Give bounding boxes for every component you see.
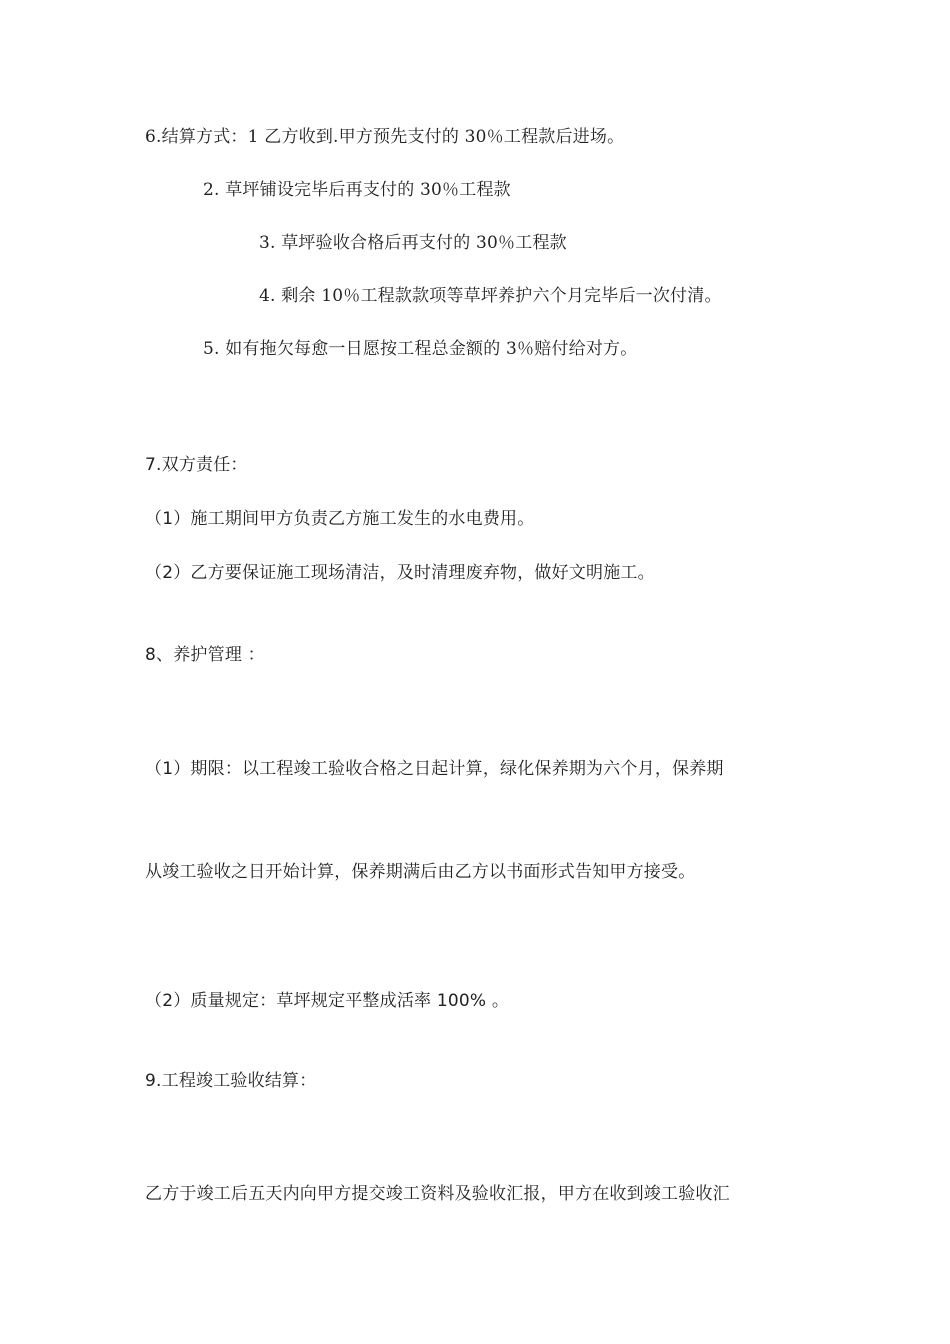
section7-heading: 7.双方责任：: [145, 455, 248, 475]
section6-item-4: 4. 剩余 10％工程款款项等草坪养护六个月完毕后一次付清。: [259, 286, 722, 306]
section9-paragraph-line-1: 乙方于竣工后五天内向甲方提交竣工资料及验收汇报，甲方在收到竣工验收汇: [145, 1184, 730, 1204]
section9-heading: 9.工程竣工验收结算：: [145, 1071, 317, 1091]
section6-heading: 6.结算方式：1 乙方收到.甲方预先支付的 30％工程款后进场。: [145, 127, 625, 147]
section8-item-1-line-1: （1）期限：以工程竣工验收合格之日起计算，绿化保养期为六个月，保养期: [145, 759, 724, 779]
section6-item-2: 2. 草坪铺设完毕后再支付的 30％工程款: [203, 180, 511, 200]
section8-item-2: （2）质量规定：草坪规定平整成活率 100% 。: [145, 991, 510, 1011]
section8-item-1-line-2: 从竣工验收之日开始计算，保养期满后由乙方以书面形式告知甲方接受。: [145, 862, 696, 882]
section6-item-5: 5. 如有拖欠每愈一日愿按工程总金额的 3％赔付给对方。: [203, 339, 638, 359]
section7-item-2: （2）乙方要保证施工现场清洁，及时清理废弃物，做好文明施工。: [145, 563, 655, 583]
section6-item-3: 3. 草坪验收合格后再支付的 30％工程款: [259, 233, 567, 253]
section7-item-1: （1）施工期间甲方负责乙方施工发生的水电费用。: [145, 509, 535, 529]
section8-heading: 8、养护管理 ：: [145, 645, 265, 665]
